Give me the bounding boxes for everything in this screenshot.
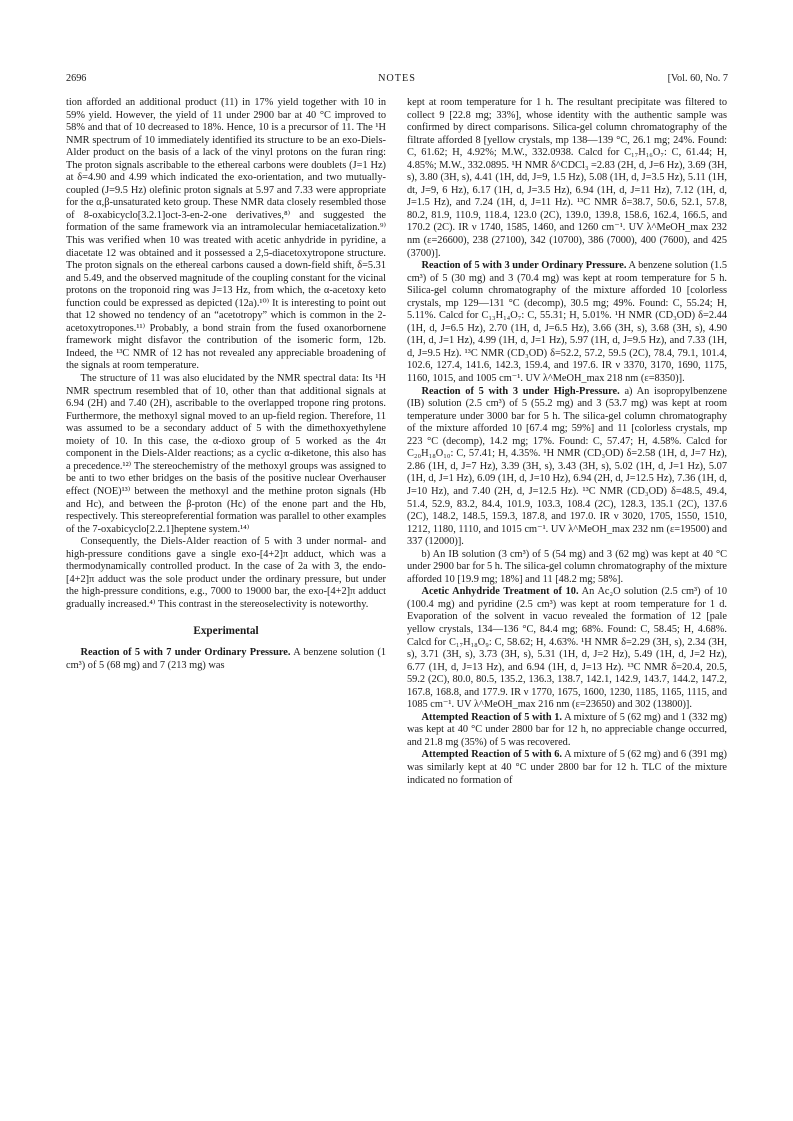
experimental-paragraph <box>407 712 727 750</box>
right-column <box>407 97 727 787</box>
section-heading-experimental: Experimental <box>193 625 259 638</box>
run-in-heading: Attempted Reaction of 5 with 1. <box>421 711 563 723</box>
experimental-paragraph <box>407 260 727 385</box>
volume-info: [Vol. 60, No. 7 <box>667 73 728 84</box>
run-in-heading: Reaction of 5 with 7 under Ordinary Pressure. <box>80 646 291 658</box>
experimental-paragraph <box>66 647 386 672</box>
run-in-heading: Attempted Reaction of 5 with 6. <box>421 749 563 761</box>
experimental-paragraph <box>407 586 727 711</box>
run-in-heading: Reaction of 5 with 3 under High-Pressure. <box>421 385 620 397</box>
experimental-paragraph <box>407 386 727 549</box>
run-in-heading: Reaction of 5 with 3 under Ordinary Pressure. <box>421 260 627 272</box>
journal-section: NOTES <box>378 73 416 84</box>
page-number: 2696 <box>66 73 87 84</box>
paragraph: tion afforded an additional product (11) in 17% yield together with 10 in 59% yield. However, the yield of 11 under 2900 bar at 40 °C improved to 58% and that of 10 decreased to 18%. Hence, 10 is a precursor of 11. The ¹H NMR spectrum of 10 immediately identified its structure to be an exo-Diels-Alder product on the basis of a lack of the vinyl protons on the furan ring: The proton signals ascribable to the ethereal carbons were doublets (J=1 Hz) at δ=4.90 and 4.99 which indicated the exo-orientation, and two mutually-coupled (J=9.5 Hz) olefinic proton signals at 5.97 and 7.33 were appropriate for the α,β-unsaturated keto group. These NMR data closely resembled those of 8-oxabicyclo[3.2.1]oct-3-en-2-one derivatives,⁸⁾ and suggested the formation of the same framework via an intramolecular hemiacetalization.⁹⁾ This was verified when 10 was treated with acetic anhydride in pyridine, a diacetate 12 was obtained and it possessed a 2,5-diacetoxytropone structure. The proton signals on the ethereal carbons caused a down-field shift, δ=5.31 and 5.49, and the observed magnitude of the coupling constant for the vicinal protons on the troponoid ring was J=13 Hz, from which, the α-acetoxy keto function could be expressed as depicted (12a).¹⁰⁾ It is interesting to point out that 12 showed no tendency of an “acetotropy” which is common in the 2-acetoxytropones.¹¹⁾ Probably, a bond strain from the fused oxanorbornene framework might disfavor the contribution of the isomeric form, 12b. Indeed, the ¹³C NMR of 12 has not revealed any appreciable broadening of the signals at room temperature. <box>66 97 386 372</box>
paragraph-text: A benzene solution (1 cm³) of 5 (68 mg) and 7 (213 mg) was <box>66 646 386 671</box>
experimental-paragraph <box>407 749 727 787</box>
paragraph: b) An IB solution (3 cm³) of 5 (54 mg) and 3 (62 mg) was kept at 40 °C under 2900 bar for 5 h. The silica-gel column chromatography of the mixture afforded 10 [19.9 mg; 18%] and 11 [48.2 mg; 58%]. <box>407 548 727 585</box>
paragraph-text: A mixture of 5 (62 mg) and 6 (391 mg) was similarly kept at 40 °C under 2800 bar for 12 h. TLC of the mixture indicated no formation of <box>407 749 727 786</box>
paragraph-text: A benzene solution (1.5 cm³) of 5 (30 mg) and 3 (70.4 mg) was kept at room temperature for 5 h. Silica-gel column chromatography of the mixture afforded 10 [colorless crystals, mp 129—131 °C (decomp), 30.5 mg; 49%. Found: C, 55.24; H, 5.11%. Calcd for C₁₃H₁₄O₇: C, 55.31; H, 5.01%. ¹H NMR (CD₃OD) δ=2.44 (1H, d, J=6.5 Hz), 2.70 (1H, d, J=6.5 Hz), 3.66 (3H, s), 3.68 (3H, s), 4.90 (1H, d, J=1 Hz), 4.99 (1H, d, J=1 Hz), 5.97 (1H, d, J=9.5 Hz), and 7.33 (1H, d, J=9.5 Hz). ¹³C NMR (CD₃OD) δ=52.2, 57.2, 59.5 (2C), 78.4, 79.1, 101.4, 102.6, 127.4, 141.6, 142.3, 159.4, and 197.6. IR ν 3370, 3170, 1690, 1175, 1160, 1015, and 1005 cm⁻¹. UV λ^MeOH_max 218 nm (ε=8350)]. <box>407 260 727 385</box>
left-column <box>66 97 386 672</box>
paragraph: Consequently, the Diels-Alder reaction of 5 with 3 under normal- and high-pressure conditions gave a single exo-[4+2]π adduct, which was a thermodynamically controlled product. In the case of 2a with 3, the endo-[4+2]π adduct was the sole product under the ordinary pressure, but under the high-pressure conditions, e.g., 7000 to 19000 bar, the exo-[4+2]π adduct gradually increased.⁴⁾ This contrast in the stereoselectivity is noteworthy. <box>66 536 386 610</box>
paragraph: The structure of 11 was also elucidated by the NMR spectral data: Its ¹H NMR spectrum resembled that of 10, other than that additional signals at 6.94 (2H) and 7.40 (2H), ascribable to the overlapped tropone ring protons. Furthermore, the methoxyl signal moved to an up-field region. Therefore, 11 was assumed to be a secondary adduct of 5 with the dimethoxyethylene moiety of 10. In this case, the α-dioxo group of 5 worked as the 4π component in the Diels-Alder reactions; as a cyclic α-diketone, this also has a precedence.¹²⁾ The stereochemistry of the methoxyl groups was assigned to be anti to two ether bridges on the basis of the positive nuclear Overhauser effect (NOE)¹³⁾ between the methoxyl and the methine proton signals (Hb and Hc), and between the β-proton (Hc) of the enone part and the Hb, respectively. This stereopreferential formation was parallel to other examples of the 7-oxabicyclo[2.2.1]heptene system.¹⁴⁾ <box>66 373 386 535</box>
paragraph-text: A mixture of 5 (62 mg) and 1 (332 mg) was kept at 40 °C under 2800 bar for 12 h, no appreciable change occurred, and 21.8 mg (35%) of 5 was recovered. <box>407 711 727 748</box>
paragraph: kept at room temperature for 1 h. The resultant precipitate was filtered to collect 9 [22.8 mg; 33%], whose identity with the authentic sample was confirmed by direct comparisons. Silica-gel column chromatography of the filtrate afforded 8 [yellow crystals, mp 138—139 °C, 26.1 mg; 24%. Found: C, 61.62; H, 4.92%; M.W., 332.0938. Calcd for C₁₇H₁₆O₇: C, 61.44; H, 4.85%; M.W., 332.0895. ¹H NMR δ^CDCl₃ =2.83 (2H, d, J=6 Hz), 3.69 (3H, s), 3.80 (3H, s), 4.41 (1H, dd, J=9, 1.5 Hz), 5.08 (1H, d, J=3.5 Hz), 5.11 (1H, dt, J=9, 6 Hz), 6.17 (1H, d, J=3.5 Hz), 6.94 (1H, d, J=11 Hz), 7.12 (1H, d, J=1.5 Hz), and 7.24 (1H, d, J=11 Hz). ¹³C NMR δ=38.7, 50.6, 52.1, 57.8, 80.2, 81.9, 110.9, 118.4, 123.0 (2C), 139.0, 139.8, 158.6, 162.4, 166.5, and 170.2 (2C). IR ν 1740, 1585, 1460, and 1260 cm⁻¹. UV λ^MeOH_max 232 nm (ε=26600), 238 (27100), 342 (10700), 386 (7000), 400 (7600), and 425 (3700)]. <box>407 97 727 259</box>
run-in-heading: Acetic Anhydride Treatment of 10. <box>421 586 579 598</box>
paragraph-text: An Ac₂O solution (2.5 cm³) of 10 (100.4 mg) and pyridine (2.5 cm³) was kept at room temperature for 1 d. Evaporation of the solvent in vacuo revealed the formation of 12 [pale yellow crystals, 134—136 °C, 84.4 mg; 68%. Found: C, 58.45; H, 4.68%. Calcd for C₁₇H₁₈O₉: C, 58.62; H, 4.63%. ¹H NMR δ=2.29 (3H, s), 2.34 (3H, s), 3.71 (3H, s), 3.73 (3H, s), 5.31 (1H, d, J=2 Hz), 5.49 (1H, d, J=2 Hz), 6.77 (1H, d, J=13 Hz), and 6.94 (1H, d, J=13 Hz). ¹³C NMR δ=20.4, 20.5, 59.2 (2C), 80.0, 80.5, 135.2, 136.3, 138.7, 142.1, 142.9, 143.7, 144.2, 147.2, 167.8, 168.8, and 177.9. IR ν 1770, 1675, 1600, 1230, 1185, 1165, 1115, and 1085 cm⁻¹. UV λ^MeOH_max 216 nm (ε=23650) and 302 (13800)]. <box>407 586 727 711</box>
running-header <box>66 73 728 87</box>
paragraph-text: a) An isopropylbenzene (IB) solution (2.5 cm³) of 5 (55.2 mg) and 3 (53.7 mg) was kept at room temperature under 3000 bar for 5 h. The silica-gel column chromatography of the mixture afforded 10 [67.4 mg; 59%] and 11 [colorless crystals, mp 223 °C (decomp), 14.2 mg; 17%. Found: C, 57.47; H, 4.58%. Calcd for C₂₀H₁₈O₁₀: C, 57.41; H, 4.35%. ¹H NMR (CD₃OD) δ=2.58 (1H, d, J=7 Hz), 2.86 (1H, d, J=7 Hz), 3.39 (3H, s), 3.43 (3H, s), 5.02 (1H, d, J=1 Hz), 5.07 (1H, d, J=1 Hz), 6.09 (1H, d, J=10 Hz), 6.94 (2H, d, J=12.5 Hz), 7.36 (1H, d, J=10 Hz), and 7.40 (2H, d, J=12.5 Hz). ¹³C NMR (CD₃OD) δ=48.5, 49.4, 51.4, 52.9, 83.2, 84.4, 101.9, 103.3, 108.4 (2C), 128.3, 135.1 (2C), 137.6 (2C), 148.2, 148.5, 159.3, 187.8, and 197.0. IR ν 3020, 1705, 1550, 1510, 1212, 1180, 1110, and 1015 cm⁻¹. UV λ^MeOH_max 232 nm (ε=19500) and 337 (12000)]. <box>407 385 727 548</box>
